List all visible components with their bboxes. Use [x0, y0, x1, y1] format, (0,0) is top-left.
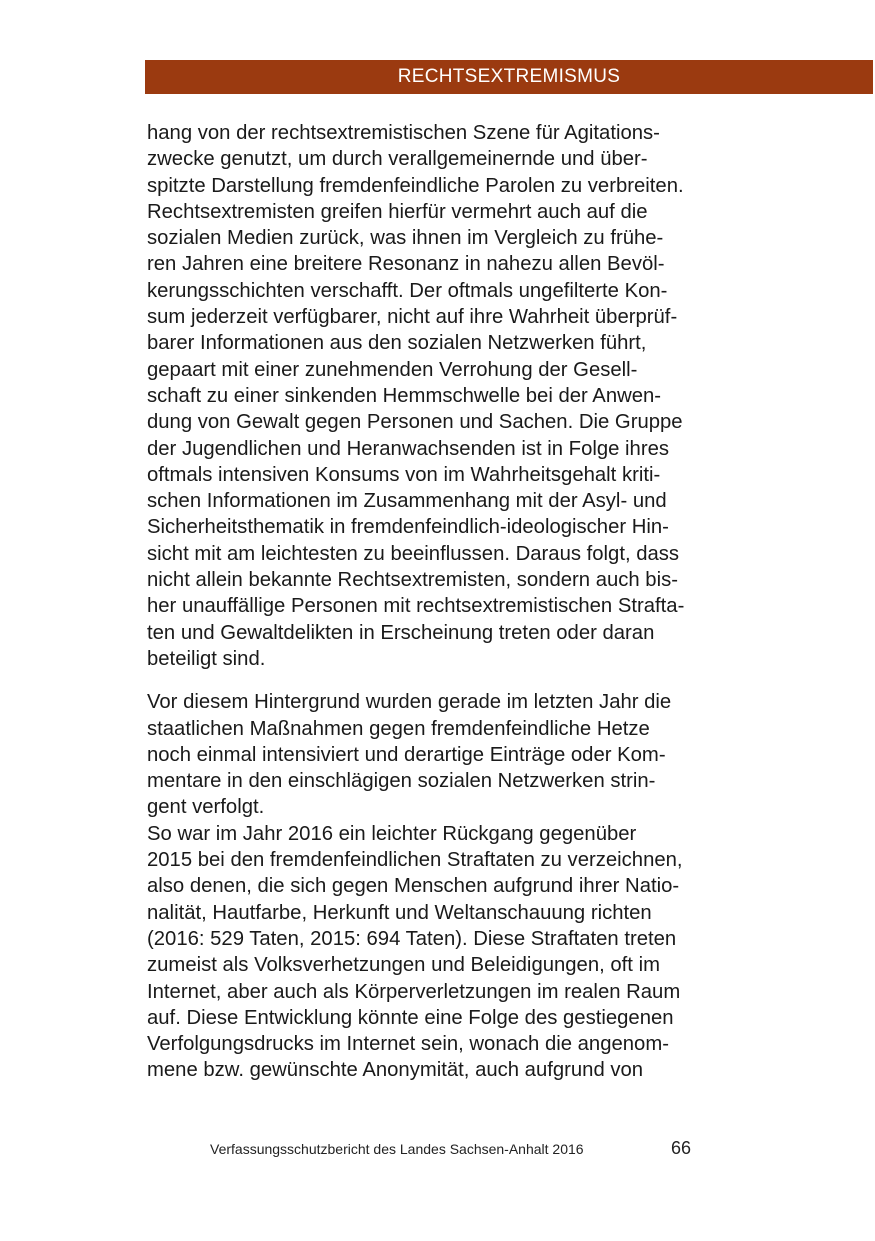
text-line: beteiligt sind. — [147, 647, 266, 670]
text-line: 2015 bei den fremdenfeindlichen Straftaten zu verzeichnen, — [147, 849, 683, 872]
text-line: spitzte Darstellung fremdenfeindliche Parolen zu verbreiten. — [147, 174, 684, 197]
text-line: auf. Diese Entwicklung könnte eine Folge des gestiegenen — [147, 1006, 674, 1029]
text-line: nicht allein bekannte Rechtsextremisten, sondern auch bis- — [147, 569, 678, 592]
text-line: Rechtsextremisten greifen hierfür vermehrt auch auf die — [147, 200, 648, 223]
section-title: RECHTSEXTREMISMUS — [397, 66, 621, 87]
text-line: oftmals intensiven Konsums von im Wahrheitsgehalt kriti- — [147, 463, 661, 486]
text-line: mentare in den einschlägigen sozialen Netzwerken strin- — [147, 770, 656, 793]
text-line: zumeist als Volksverhetzungen und Beleidigungen, oft im — [147, 954, 660, 977]
paragraph-2 — [147, 689, 827, 1083]
text-line: kerungsschichten verschafft. Der oftmals ungefilterte Kon- — [147, 279, 668, 302]
text-line: gepaart mit einer zunehmenden Verrohung der Gesell- — [147, 358, 638, 381]
text-line: sum jederzeit verfügbarer, nicht auf ihre Wahrheit überprüf- — [147, 306, 678, 329]
text-line: Vor diesem Hintergrund wurden gerade im letzten Jahr die — [147, 691, 672, 714]
page-number: 66 — [671, 1138, 692, 1158]
text-line: her unauffällige Personen mit rechtsextremistischen Strafta- — [147, 595, 685, 618]
text-line: Internet, aber auch als Körperverletzungen im realen Raum — [147, 980, 681, 1003]
paragraph-1 — [147, 120, 827, 672]
text-line: Verfolgungsdrucks im Internet sein, wonach die angenom- — [147, 1033, 669, 1056]
text-line: gent verfolgt. — [147, 796, 265, 819]
text-line: So war im Jahr 2016 ein leichter Rückgang gegenüber — [147, 822, 637, 845]
section-header — [145, 60, 873, 94]
text-line: schen Informationen im Zusammenhang mit der Asyl- und — [147, 490, 667, 513]
text-line: ten und Gewaltdelikten in Erscheinung treten oder daran — [147, 621, 655, 644]
text-line: nalität, Hautfarbe, Herkunft und Weltanschauung richten — [147, 901, 652, 924]
text-line: schaft zu einer sinkenden Hemmschwelle bei der Anwen- — [147, 384, 662, 407]
text-line: sozialen Medien zurück, was ihnen im Vergleich zu frühe- — [147, 227, 664, 250]
body-text — [147, 120, 827, 1084]
text-line: hang von der rechtsextremistischen Szene für Agitations- — [147, 122, 660, 144]
text-line: barer Informationen aus den sozialen Netzwerken führt, — [147, 332, 647, 355]
text-line: dung von Gewalt gegen Personen und Sachen. Die Gruppe — [147, 411, 683, 434]
text-line: Sicherheitsthematik in fremdenfeindlich-ideologischer Hin- — [147, 516, 669, 539]
text-line: also denen, die sich gegen Menschen aufgrund ihrer Natio- — [147, 875, 680, 898]
text-line: zwecke genutzt, um durch verallgemeinernde und über- — [147, 148, 648, 171]
text-line: mene bzw. gewünschte Anonymität, auch aufgrund von — [147, 1059, 644, 1082]
footer-title: Verfassungsschutzbericht des Landes Sachsen-Anhalt 2016 — [210, 1141, 584, 1157]
text-line: ren Jahren eine breitere Resonanz in nahezu allen Bevöl- — [147, 253, 665, 276]
text-line: staatlichen Maßnahmen gegen fremdenfeindliche Hetze — [147, 717, 650, 740]
text-line: sicht mit am leichtesten zu beeinflussen. Daraus folgt, dass — [147, 542, 680, 565]
text-line: (2016: 529 Taten, 2015: 694 Taten). Diese Straftaten treten — [147, 927, 677, 950]
text-line: noch einmal intensiviert und derartige Einträge oder Kom- — [147, 743, 666, 766]
text-line: der Jugendlichen und Heranwachsenden ist in Folge ihres — [147, 437, 670, 460]
